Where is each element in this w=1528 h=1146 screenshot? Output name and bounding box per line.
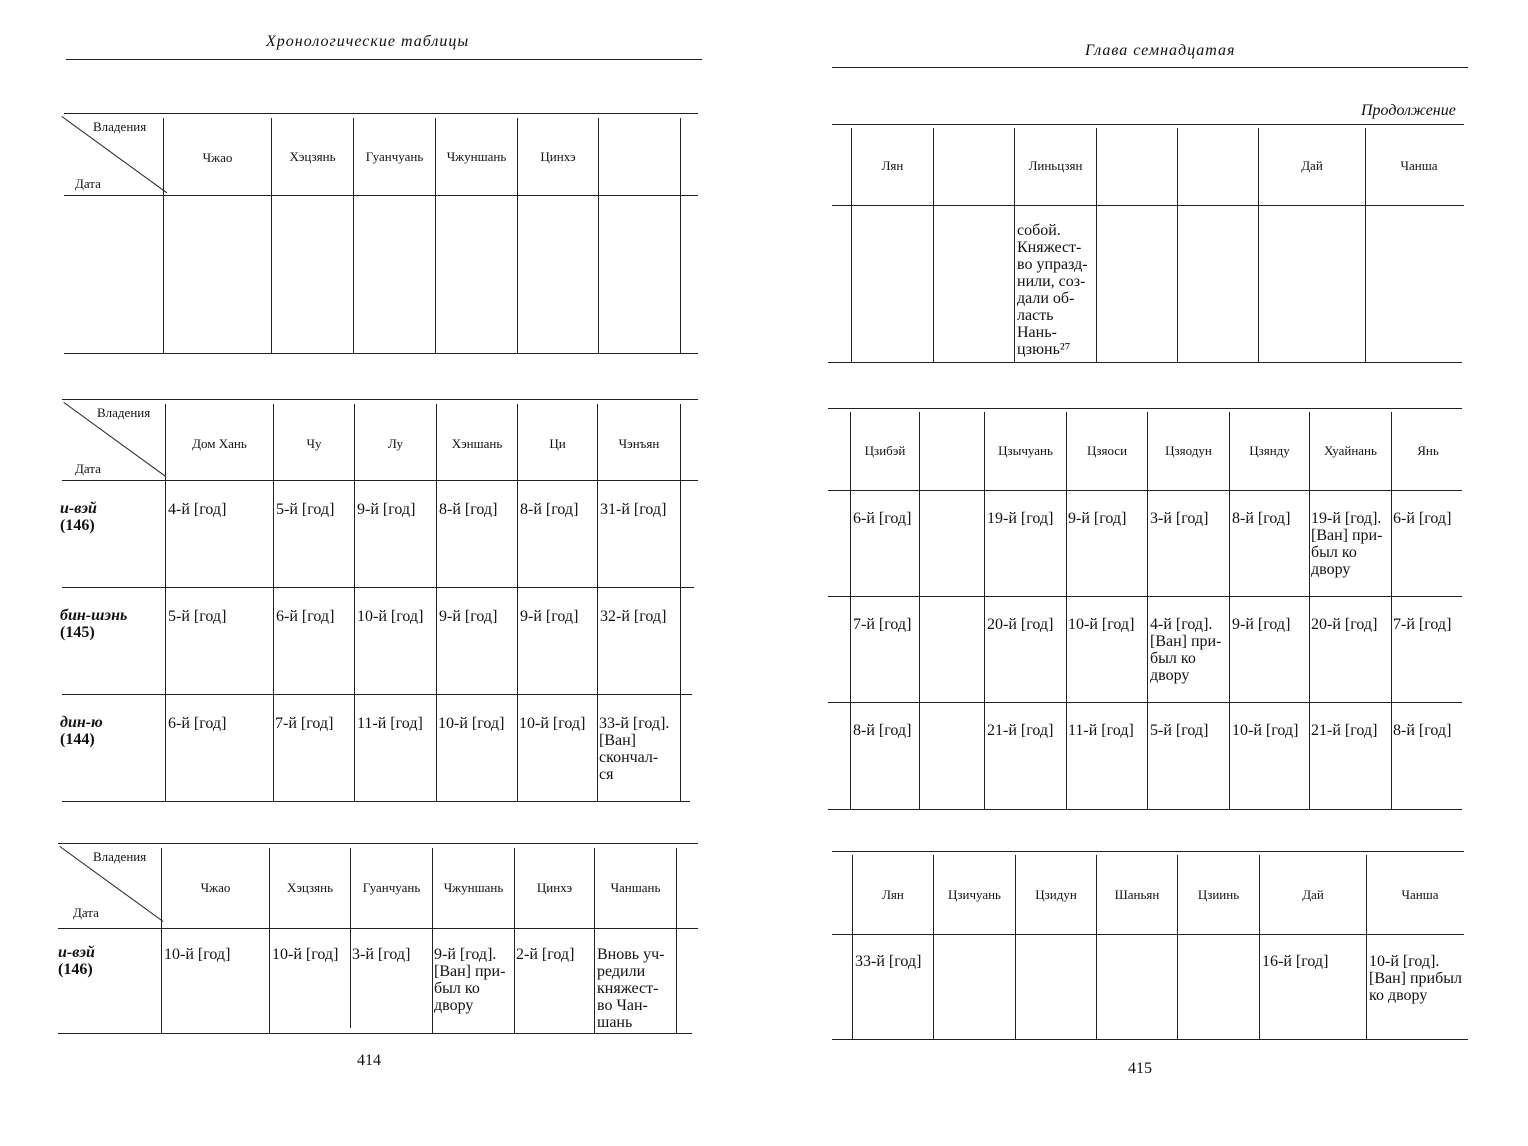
column-rule [517, 404, 518, 801]
column-header: Чжао [202, 150, 233, 165]
column-header: Линьцзян [1028, 158, 1083, 173]
table-cell: 20-й [год] [1311, 616, 1378, 633]
table-cell: 5-й [год] [276, 501, 335, 518]
column-rule [680, 118, 681, 353]
column-header: Чанша [1401, 887, 1439, 902]
table-rule [828, 408, 1462, 409]
continuation-label: Продолжение [1361, 102, 1456, 119]
table-rule [62, 801, 690, 802]
table-cell: 20-й [год] [987, 616, 1054, 633]
table-rule [62, 399, 698, 400]
table-rule [832, 934, 1464, 935]
column-header: Шаньян [1114, 887, 1160, 902]
table-rule [828, 362, 1462, 363]
table-rule [58, 928, 698, 929]
corner-label-holdings: Владения [93, 119, 147, 134]
table-cell: 10-й [год] [1232, 722, 1299, 739]
table-cell: 8-й [год] [853, 722, 912, 739]
table-cell: 31-й [год] [600, 501, 667, 518]
column-rule [514, 848, 515, 1033]
table-cell: 6-й [год] [1393, 510, 1452, 527]
column-rule [1309, 412, 1310, 809]
table-cell: 7-й [год] [1393, 616, 1452, 633]
table-cell: 9-й [год]. [Ван] при- был ко двору [434, 946, 506, 1014]
table-cell: 11-й [год] [1068, 722, 1134, 739]
column-rule [852, 855, 853, 1039]
table-cell: 19-й [год] [987, 510, 1054, 527]
table-cell: 33-й [год]. [Ван] скончал- ся [599, 715, 670, 783]
table-cell: 8-й [год] [1232, 510, 1291, 527]
column-header: Цзибэй [864, 443, 906, 458]
column-header: Цзяоси [1086, 443, 1128, 458]
column-header: Цзяодун [1165, 443, 1212, 458]
table-rule [62, 480, 698, 481]
column-header: Хэцзянь [286, 880, 334, 895]
column-rule [933, 855, 934, 1039]
table-rule [828, 809, 1462, 810]
table-cell: 7-й [год] [853, 616, 912, 633]
table-rule [58, 843, 698, 844]
corner-label-date: Дата [73, 905, 99, 920]
year-number: (146) [60, 517, 95, 534]
column-rule [1177, 855, 1178, 1039]
table-rule [62, 587, 694, 588]
table-cell: 10-й [год] [357, 608, 424, 625]
column-header: Дай [1302, 887, 1324, 902]
row-date [60, 714, 103, 748]
column-rule [680, 404, 681, 801]
column-header: Хэцзянь [289, 149, 336, 164]
table-cell: 9-й [год] [520, 608, 579, 625]
header-rule-left [66, 59, 702, 60]
column-rule [984, 412, 985, 809]
table-cell: 33-й [год] [855, 953, 922, 970]
table-cell: 5-й [год] [1150, 722, 1209, 739]
table-cell: 6-й [год] [168, 715, 227, 732]
column-header: Цзичуань [947, 887, 1001, 902]
column-header: Чжуншань [443, 880, 504, 895]
table-cell: 21-й [год] [987, 722, 1054, 739]
column-header: Дом Хань [192, 436, 247, 451]
table-rule [832, 205, 1464, 206]
cyclic-year-name: и-вэй [60, 500, 97, 517]
column-rule [1259, 855, 1260, 1039]
running-head-left: Хронологические таблицы [266, 33, 470, 50]
table-cell: 19-й [год]. [Ван] при- был ко двору [1311, 510, 1383, 578]
column-header: Ци [549, 436, 566, 451]
table-cell: 10-й [год]. [Ван] прибыл ко двору [1369, 953, 1462, 1004]
cyclic-year-name: дин-ю [60, 714, 103, 731]
cyclic-year-name: и-вэй [58, 944, 95, 961]
table-cell: Вновь уч- редили княжест- во Чан- шань [597, 946, 665, 1031]
column-header: Янь [1417, 443, 1439, 458]
column-rule [161, 848, 162, 1033]
table-cell: 4-й [год] [168, 501, 227, 518]
column-rule [1229, 412, 1230, 809]
column-rule [1147, 412, 1148, 809]
year-number: (144) [60, 731, 95, 748]
column-rule [1391, 412, 1392, 809]
column-header: Цзянду [1249, 443, 1290, 458]
column-rule [269, 848, 270, 1033]
corner-label-date: Дата [75, 176, 101, 191]
page-number-right: 415 [1128, 1060, 1152, 1077]
table-cell: 2-й [год] [516, 946, 575, 963]
column-rule [597, 404, 598, 801]
column-header: Цинхэ [540, 149, 576, 164]
column-rule [1066, 412, 1067, 809]
table-rule [58, 1033, 692, 1034]
corner-label-date: Дата [75, 461, 101, 476]
column-header: Гуанчуань [365, 149, 424, 164]
cyclic-year-name: бин-шэнь [60, 607, 128, 624]
column-header: Хуайнань [1324, 443, 1377, 458]
table-cell: 5-й [год] [168, 608, 227, 625]
table-cell: 9-й [год] [357, 501, 416, 518]
table-cell: собой. Княжест- во упразд- нили, соз- дали об- ласть Нань- цзюнь²⁷ [1017, 222, 1088, 358]
column-header: Цзычуань [998, 443, 1053, 458]
column-rule [165, 404, 166, 801]
column-header: Дай [1301, 158, 1323, 173]
table-rule [64, 113, 698, 114]
table-rule [64, 353, 698, 354]
column-rule [350, 848, 351, 1028]
table-cell: 4-й [год]. [Ван] при- был ко двору [1150, 616, 1222, 684]
header-rule-right [832, 67, 1468, 68]
year-number: (145) [60, 624, 95, 641]
column-rule [850, 412, 851, 809]
table-cell: 9-й [год] [439, 608, 498, 625]
column-header: Чу [306, 436, 322, 451]
column-rule [933, 128, 934, 362]
column-rule [919, 412, 920, 809]
table-cell: 3-й [год] [352, 946, 411, 963]
column-header: Гуанчуань [362, 880, 421, 895]
page-number-left: 414 [357, 1052, 381, 1069]
column-header: Цзиинь [1197, 887, 1240, 902]
table-cell: 10-й [год] [519, 715, 586, 732]
column-header: Лян [881, 158, 904, 173]
column-rule [1096, 128, 1097, 362]
table-cell: 21-й [год] [1311, 722, 1378, 739]
table-rule [828, 702, 1462, 703]
corner-label-holdings: Владения [93, 849, 147, 864]
table-cell: 10-й [год] [272, 946, 339, 963]
column-header: Чжао [200, 880, 231, 895]
table-cell: 6-й [год] [276, 608, 335, 625]
column-header: Цзидун [1035, 887, 1077, 902]
table-cell: 8-й [год] [520, 501, 579, 518]
table-cell: 3-й [год] [1150, 510, 1209, 527]
column-header: Чэнъян [618, 436, 660, 451]
table-cell: 10-й [год] [1068, 616, 1135, 633]
column-rule [273, 404, 274, 801]
table-cell: 11-й [год] [357, 715, 423, 732]
column-rule [676, 848, 677, 1033]
table-rule [64, 195, 698, 196]
column-header: Цинхэ [536, 880, 573, 895]
column-rule [1096, 855, 1097, 1039]
year-number: (146) [58, 961, 93, 978]
column-rule [436, 404, 437, 801]
column-rule [594, 848, 595, 1033]
table-rule [832, 851, 1464, 852]
table-rule [832, 124, 1464, 125]
column-header: Хэншань [451, 436, 503, 451]
table-cell: 10-й [год] [438, 715, 505, 732]
table-cell: 8-й [год] [1393, 722, 1452, 739]
column-rule [1015, 855, 1016, 1039]
column-rule [432, 848, 433, 1033]
table-cell: 6-й [год] [853, 510, 912, 527]
column-header: Чжуншань [446, 149, 507, 164]
table-cell: 9-й [год] [1068, 510, 1127, 527]
row-date [60, 607, 127, 641]
table-cell: 16-й [год] [1262, 953, 1329, 970]
column-rule [598, 118, 599, 353]
table-cell: 8-й [год] [439, 501, 498, 518]
table-rule [828, 490, 1462, 491]
column-header: Чаншань [610, 880, 661, 895]
table-rule [828, 596, 1462, 597]
table-cell: 32-й [год] [600, 608, 667, 625]
column-rule [1177, 128, 1178, 362]
column-header: Лу [388, 436, 403, 451]
column-header: Чанша [1400, 158, 1438, 173]
table-cell: 9-й [год] [1232, 616, 1291, 633]
table-rule [832, 1039, 1468, 1040]
table-cell: 7-й [год] [275, 715, 334, 732]
row-date [60, 500, 97, 534]
column-rule [1366, 855, 1367, 1039]
row-date [58, 944, 95, 978]
running-head-right: Глава семнадцатая [1085, 42, 1236, 59]
table-cell: 10-й [год] [164, 946, 231, 963]
corner-label-holdings: Владения [97, 405, 151, 420]
column-header: Лян [882, 887, 904, 902]
column-rule [354, 404, 355, 801]
